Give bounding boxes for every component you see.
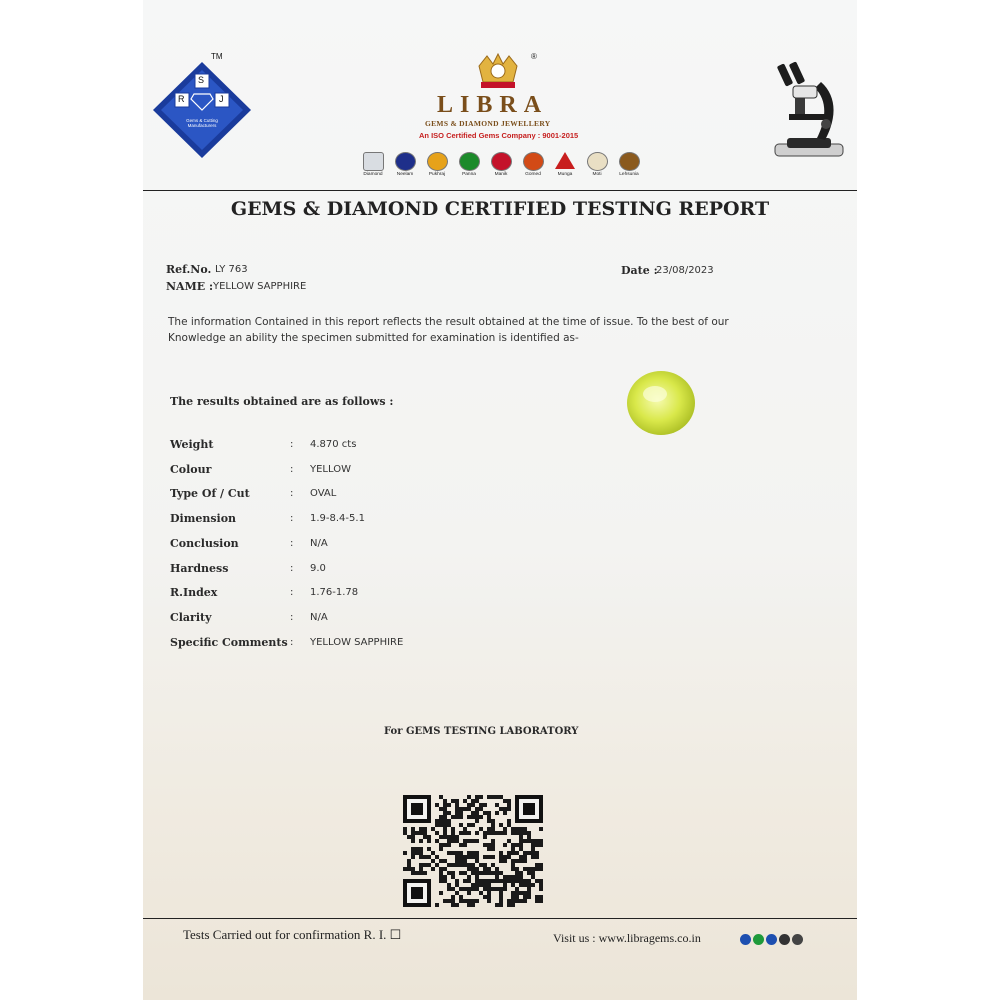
- gem-label-lehsunia: Lehsunia: [619, 172, 639, 177]
- result-value: 9.0: [310, 562, 326, 574]
- gemstone-image: [621, 364, 701, 442]
- crown-crest-icon: [475, 52, 521, 94]
- result-value: 1.76-1.78: [310, 587, 359, 599]
- certificate-sheet: [143, 0, 857, 1000]
- name-value: YELLOW SAPPHIRE: [213, 281, 307, 292]
- gem-swatch-lehsunia-icon: [619, 152, 640, 171]
- gem-label-neelam: Neelam: [396, 172, 414, 177]
- registered-mark: ®: [531, 52, 537, 61]
- instagram-icon[interactable]: [792, 934, 803, 945]
- srj-caption: Gems & Cutting Manufacturers: [186, 118, 218, 128]
- result-label: Hardness: [170, 561, 229, 575]
- date-value: 23/08/2023: [656, 265, 714, 276]
- result-colon: :: [290, 488, 294, 500]
- result-row: [143, 487, 857, 507]
- gem-swatch-munga-icon: [555, 152, 575, 169]
- result-value: 1.9-8.4-5.1: [310, 513, 365, 525]
- gem-strip: [359, 152, 649, 188]
- gem-label-gomed: Gomed: [525, 172, 541, 177]
- background-left: [0, 0, 143, 1000]
- result-value: 4.870 cts: [310, 439, 357, 450]
- whatsapp-icon[interactable]: [753, 934, 764, 945]
- libra-logo: [403, 50, 593, 150]
- result-label: Dimension: [170, 512, 237, 526]
- result-colon: :: [290, 562, 294, 574]
- tests-confirmation-text: Tests Carried out for confirmation R. I. ☐: [183, 927, 402, 942]
- result-colon: :: [290, 513, 294, 525]
- brand-subtitle: GEMS & DIAMOND JEWELLERY: [425, 119, 551, 128]
- srj-letter-r: R: [178, 94, 185, 104]
- result-value: N/A: [310, 611, 328, 623]
- intro-paragraph: The information Contained in this report reflects the result obtained at the time of issue. To the best of our Knowledge an ability the specimen submitted for examination is identified as-: [168, 316, 729, 344]
- result-label: Weight: [170, 438, 214, 451]
- ref-label: Ref.No.: [166, 263, 212, 276]
- result-value: OVAL: [310, 488, 337, 500]
- result-colon: :: [290, 587, 294, 599]
- microscope-icon: [771, 58, 847, 158]
- result-label: Conclusion: [170, 536, 239, 550]
- result-colon: :: [290, 463, 294, 475]
- lab-signature-line: For GEMS TESTING LABORATORY: [384, 726, 579, 737]
- result-value: N/A: [310, 537, 328, 549]
- header-rule: [143, 190, 857, 191]
- gem-label-moti: Moti: [592, 172, 602, 177]
- visit-website-link[interactable]: Visit us : www.libragems.co.in: [553, 931, 701, 945]
- trademark-mark: TM: [211, 52, 223, 61]
- iso-certification: An ISO Certified Gems Company : 9001-2015: [419, 131, 579, 140]
- result-row: [143, 636, 857, 656]
- result-colon: :: [290, 439, 294, 450]
- gem-label-munga: Munga: [557, 172, 573, 177]
- result-row: [143, 438, 857, 458]
- report-title: GEMS & DIAMOND CERTIFIED TESTING REPORT: [230, 198, 770, 220]
- ref-value: LY 763: [215, 264, 248, 275]
- date-label: Date :: [621, 264, 658, 277]
- gem-swatch-gomed-icon: [523, 152, 544, 171]
- result-row: [143, 512, 857, 532]
- result-row: [143, 537, 857, 557]
- result-colon: :: [290, 537, 294, 549]
- gem-swatch-pukhraj-icon: [427, 152, 448, 171]
- result-row: [143, 611, 857, 631]
- result-colon: :: [290, 611, 294, 623]
- gem-swatch-diamond-icon: [363, 152, 384, 171]
- result-label: R.Index: [170, 586, 218, 600]
- result-label: Colour: [170, 462, 212, 476]
- footer-rule: [143, 918, 857, 919]
- gem-swatch-moti-icon: [587, 152, 608, 171]
- gem-label-panna: Panna: [462, 172, 476, 177]
- srj-letter-j: J: [219, 94, 224, 104]
- srj-logo: [147, 52, 257, 162]
- gem-swatch-panna-icon: [459, 152, 480, 171]
- result-label: Clarity: [170, 610, 212, 624]
- gem-label-manik: Manik: [494, 172, 508, 177]
- background-right: [857, 0, 1000, 1000]
- name-label: NAME :: [166, 280, 214, 293]
- results-table: [143, 438, 857, 668]
- result-row: [143, 586, 857, 606]
- youtube-icon[interactable]: [779, 934, 790, 945]
- srj-letter-s: S: [198, 75, 205, 85]
- gem-swatch-neelam-icon: [395, 152, 416, 171]
- result-row: [143, 463, 857, 483]
- gem-label-pukhraj: Pukhraj: [428, 172, 446, 177]
- facebook-icon[interactable]: [740, 934, 751, 945]
- result-row: [143, 562, 857, 582]
- result-label: Specific Comments: [170, 635, 288, 649]
- twitter-icon[interactable]: [766, 934, 777, 945]
- qr-code[interactable]: [403, 795, 543, 907]
- brand-name: LIBRA: [437, 92, 549, 118]
- gem-swatch-manik-icon: [491, 152, 512, 171]
- results-heading: The results obtained are as follows :: [170, 395, 394, 408]
- result-colon: :: [290, 636, 294, 648]
- gem-label-diamond: Diamond: [363, 172, 383, 177]
- result-label: Type Of / Cut: [170, 487, 250, 501]
- result-value: YELLOW: [310, 463, 351, 475]
- result-value: YELLOW SAPPHIRE: [310, 636, 404, 648]
